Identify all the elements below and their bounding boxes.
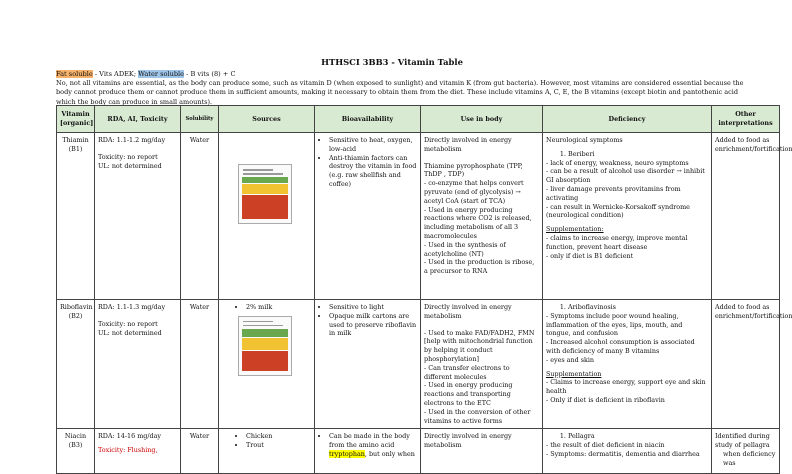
header-use: Use in body [421, 106, 543, 133]
sources-chart-image [238, 164, 292, 224]
table-row [57, 429, 780, 474]
intro-paragraph: No, not all vitamins are essential, as the body can produce some, such as vitamin D (when exposed to sunlight) and vitamin K (from gut bacteria). However, most vitamins are considered essential because the body cannot produce them or cannot produce them in sufficient amounts, making it necessary to obtain them from the diet. These include vitamins A, C, E, the B vitamins (except biotin and pantothenic acid which the body can produce in small amounts). [56, 79, 744, 106]
fat-soluble-label: Fat soluble [56, 70, 93, 78]
fat-soluble-vits: - Vits ADEK; [92, 70, 139, 78]
solubility-cell: Water [181, 429, 219, 474]
sources-cell: • 2% milk [219, 300, 315, 429]
header-vitamin: Vitamin [organic] [57, 106, 95, 133]
solubility-legend [56, 70, 236, 79]
sources-cell: • Chicken • Trout [219, 429, 315, 474]
water-soluble-vits: - B vits (8) + C [184, 70, 236, 78]
rda-cell: RDA: 1.1-1.3 mg/day Toxicity: no report UL: not determined [95, 300, 181, 429]
solubility-cell: Water [181, 133, 219, 300]
use-cell: Directly involved in energy metabolism Thiamine pyrophosphate (TPP, ThDP , TDP) - co-enzyme that helps convert pyruvate (end of glycolysis) → acetyl CoA (start of TCA) - Used in energy producing reactions where CO2 is released, including metabolism of all 3 macromolecules - Used in the synthesis of acetylcholine (NT) - Used in the production is ribose, a precursor to RNA [421, 133, 543, 300]
rda-cell: RDA: 14-16 mg/day Toxicity: Flushing, [95, 429, 181, 474]
page-title: HTHSCI 3BB3 - Vitamin Table [321, 57, 463, 67]
deficiency-cell: 1. Pellagra - the result of diet deficient in niacin - Symptoms: dermatitis, dementia and diarrhea [543, 429, 712, 474]
other-cell: Identified during study of pellagra when deficiency was [712, 429, 780, 474]
use-cell: Directly involved in energy metabolism [421, 429, 543, 474]
rda-cell: RDA: 1.1-1.2 mg/day Toxicity: no report UL: not determined [95, 133, 181, 300]
header-bioavailability: Bioavailability [315, 106, 421, 133]
vitamin-name: Riboflavin (B2) [57, 300, 95, 429]
header-sources: Sources [219, 106, 315, 133]
header-solubility: Solubility [181, 106, 219, 133]
bioavailability-cell: • Can be made in the body from the amino acid tryptophan, but only when [315, 429, 421, 474]
vitamin-table [56, 105, 792, 474]
bioavailability-cell: • Sensitive to light • Opaque milk cartons are used to preserve riboflavin in milk [315, 300, 421, 429]
header-deficiency: Deficiency [543, 106, 712, 133]
table-row [57, 133, 780, 300]
deficiency-cell: Neurological symptoms 1. Beriberi - lack of energy, weakness, neuro symptoms - can be a result of alcohol use disorder → inhibit GI absorption - liver damage prevents provitamins from activating - can result in Wernicke-Korsakoff syndrome (neurological condition) Supplementation: - claims to increase energy, improve mental function, prevent heart disease - only if diet is B1 deficient [543, 133, 712, 300]
sources-cell [219, 133, 315, 300]
header-rda: RDA, AI, Toxicity [95, 106, 181, 133]
solubility-cell: Water [181, 300, 219, 429]
use-cell: Directly involved in energy metabolism - Used to make FAD/FADH2, FMN [help with mitochondrial function by helping it conduct phosphorylation] - Can transfer electrons to different molecules - Used in energy producing reactions and transporting electrons to the ETC - Used in the conversion of other vitamins to active forms [421, 300, 543, 429]
vitamin-name: Thiamin (B1) [57, 133, 95, 300]
bioavailability-cell: • Sensitive to heat, oxygen, low-acid • Anti-thiamin factors can destroy the vitamin in food (e.g. raw shellfish and coffee) [315, 133, 421, 300]
table-header-row [57, 106, 780, 133]
table-row [57, 300, 780, 429]
other-cell: Added to food as enrichment/fortification [712, 133, 780, 300]
sources-chart-image [238, 316, 292, 376]
vitamin-name: Niacin (B3) [57, 429, 95, 474]
deficiency-cell: 1. Ariboflavinosis - Symptoms include poor wound healing, inflammation of the eyes, lips, mouth, and tongue, and confusion - Increased alcohol consumption is associated with deficiency of many B vitamins - eyes and skin Supplementation - Claims to increase energy, support eye and skin health - Only if diet is deficient in riboflavin [543, 300, 712, 429]
water-soluble-label: Water soluble [138, 70, 185, 78]
other-cell: Added to food as enrichment/fortification [712, 300, 780, 429]
header-other: Other interpretations [712, 106, 780, 133]
